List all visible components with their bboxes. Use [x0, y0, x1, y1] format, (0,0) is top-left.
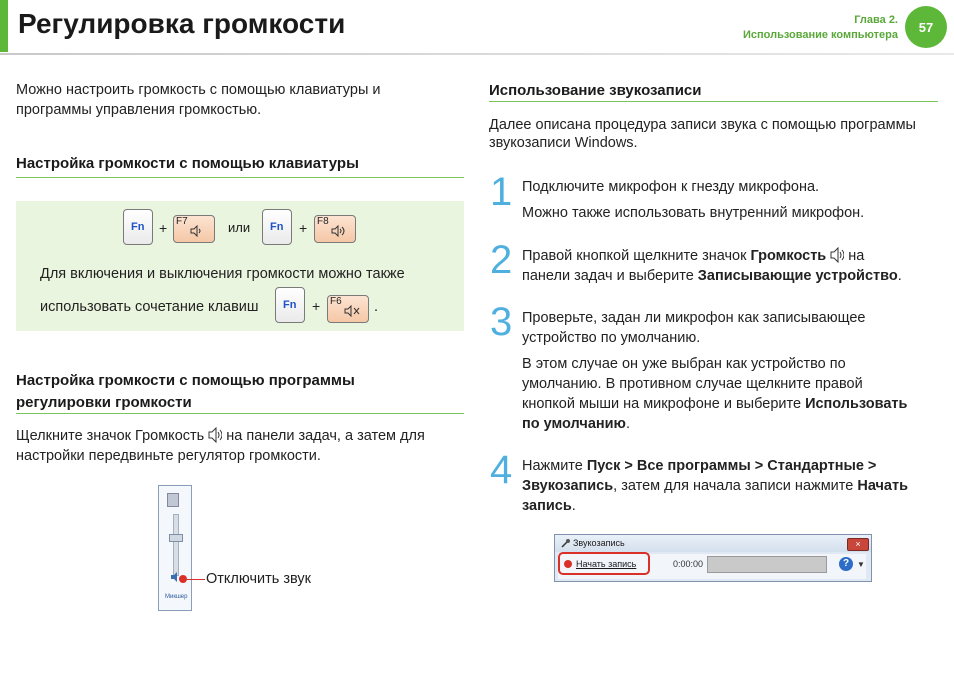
mixer-instr-b: на панели задач, а затем для [226, 428, 425, 444]
step-2-line1 [522, 246, 864, 266]
close-icon[interactable]: × [847, 538, 869, 551]
step-4-recorder: Звукозапись [522, 478, 614, 494]
section-mixer-rule [16, 413, 464, 414]
mute-description-line1: Для включения и выключения громкости можно также [40, 266, 405, 282]
record-icon [564, 560, 572, 568]
step-4-line1 [522, 456, 876, 476]
mixer-instr-a: Щелкните значок Громкость [16, 428, 205, 444]
chapter-number: Глава 2. [854, 14, 898, 26]
volume-slider-track[interactable] [173, 514, 179, 576]
section-keyboard-title: Настройка громкости с помощью клавиатуры [16, 155, 359, 172]
recorder-title: Звукозапись [573, 538, 625, 548]
plus-sign: + [299, 220, 308, 236]
step-4-number: 4 [490, 448, 513, 492]
mixer-instructions-line2: настройки передвиньте регулятор громкости. [16, 448, 321, 464]
step-3-use: Использовать [805, 396, 908, 412]
step-3-period: . [625, 416, 630, 432]
fn-key: Fn [275, 287, 305, 323]
section-recorder-rule [489, 101, 938, 102]
section-recorder-title: Использование звукозаписи [489, 82, 702, 99]
page-number-badge: 57 [905, 6, 947, 48]
callout-dot [179, 575, 187, 583]
microphone-icon [560, 539, 570, 549]
step-1-line2: Можно также использовать внутренний микрофон. [522, 205, 865, 221]
speaker-icon [208, 427, 222, 443]
chapter-label [743, 13, 898, 43]
keyboard-shortcut-box [16, 201, 464, 331]
fn-key: Fn [262, 209, 292, 245]
step-4-text-a: Нажмите [522, 458, 587, 474]
step-2-text-c: на [844, 248, 865, 264]
step-3-default: по умолчанию [522, 416, 626, 432]
step-3-number: 3 [490, 300, 513, 344]
help-icon[interactable]: ? [839, 557, 853, 571]
step-4-recording: запись [522, 498, 572, 514]
volume-mixer-popup [158, 485, 192, 611]
step-3-line6 [522, 414, 630, 434]
fn-key: Fn [123, 209, 153, 245]
step-3-line2: устройство по умолчанию. [522, 330, 701, 346]
f7-volume-down-key: F7 [173, 215, 215, 243]
f8-volume-up-key: F8 [314, 215, 356, 243]
step-2-recording-devices: Записывающие устройство [697, 268, 898, 284]
page-title: Регулировка громкости [18, 8, 346, 39]
mute-callout-label: Отключить звук [206, 571, 311, 587]
section-keyboard-rule [16, 177, 464, 178]
speaker-icon [830, 247, 844, 263]
mixer-instructions-line1 [16, 426, 425, 446]
section-mixer-title-line2: регулировки громкости [16, 394, 192, 411]
step-3-text-a: кнопкой мыши на микрофоне и выберите [522, 396, 806, 412]
step-4-start: Начать [857, 478, 909, 494]
step-2-text-a: Правой кнопкой щелкните значок [522, 248, 751, 264]
intro-paragraph: Можно настроить громкость с помощью клавиатуры и программы управления громкостью. [16, 82, 381, 118]
period: . [374, 299, 379, 315]
level-meter [707, 556, 827, 573]
step-3-line1: Проверьте, задан ли микрофон как записывающее [522, 310, 866, 326]
or-label: или [228, 220, 251, 235]
step-4-period: . [571, 498, 576, 514]
volume-up-icon [331, 225, 347, 237]
elapsed-time: 0:00:00 [673, 559, 704, 569]
start-recording-button[interactable]: Начать запись [576, 559, 637, 569]
step-1-line1: Подключите микрофон к гнезду микрофона. [522, 179, 820, 195]
step-4-line3 [522, 496, 576, 516]
step-4-line2 [522, 476, 908, 496]
sound-recorder-window [554, 534, 872, 582]
step-3-line3: В этом случае он уже выбран как устройство по [522, 356, 846, 372]
recorder-intro-line2: звукозаписи Windows. [489, 135, 638, 151]
chapter-name: Использование компьютера [742, 29, 898, 41]
step-3-line5 [522, 394, 907, 414]
mute-description-line2: использовать сочетание клавиш [40, 299, 259, 315]
mixer-link[interactable]: Микшер [165, 594, 188, 600]
volume-slider-thumb[interactable] [169, 534, 183, 542]
step-2-volume: Громкость [750, 248, 827, 264]
header-divider [0, 53, 954, 55]
volume-down-icon [190, 225, 204, 237]
device-icon [167, 493, 179, 507]
section-mixer-title-line1: Настройка громкости с помощью программы [16, 372, 355, 389]
step-2-text-d: панели задач и выберите [522, 268, 698, 284]
chevron-down-icon[interactable]: ▼ [857, 560, 865, 569]
step-2-text-f: . [897, 268, 902, 284]
header-accent-bar [0, 0, 8, 52]
callout-line [187, 579, 205, 580]
plus-sign: + [159, 220, 168, 236]
step-1-number: 1 [490, 170, 513, 214]
mute-icon [344, 305, 360, 317]
recorder-intro-line1: Далее описана процедура записи звука с помощью программы [489, 117, 916, 133]
plus-sign: + [312, 298, 321, 314]
step-3-line4: умолчанию. В противном случае щелкните правой [522, 376, 863, 392]
step-4-text-d: , затем для начала записи нажмите [613, 478, 858, 494]
step-4-menu-path: Пуск > Все программы > Стандартные > [586, 458, 877, 474]
step-2-number: 2 [490, 238, 513, 282]
f6-mute-key: F6 [327, 295, 369, 323]
step-2-line2 [522, 266, 902, 286]
